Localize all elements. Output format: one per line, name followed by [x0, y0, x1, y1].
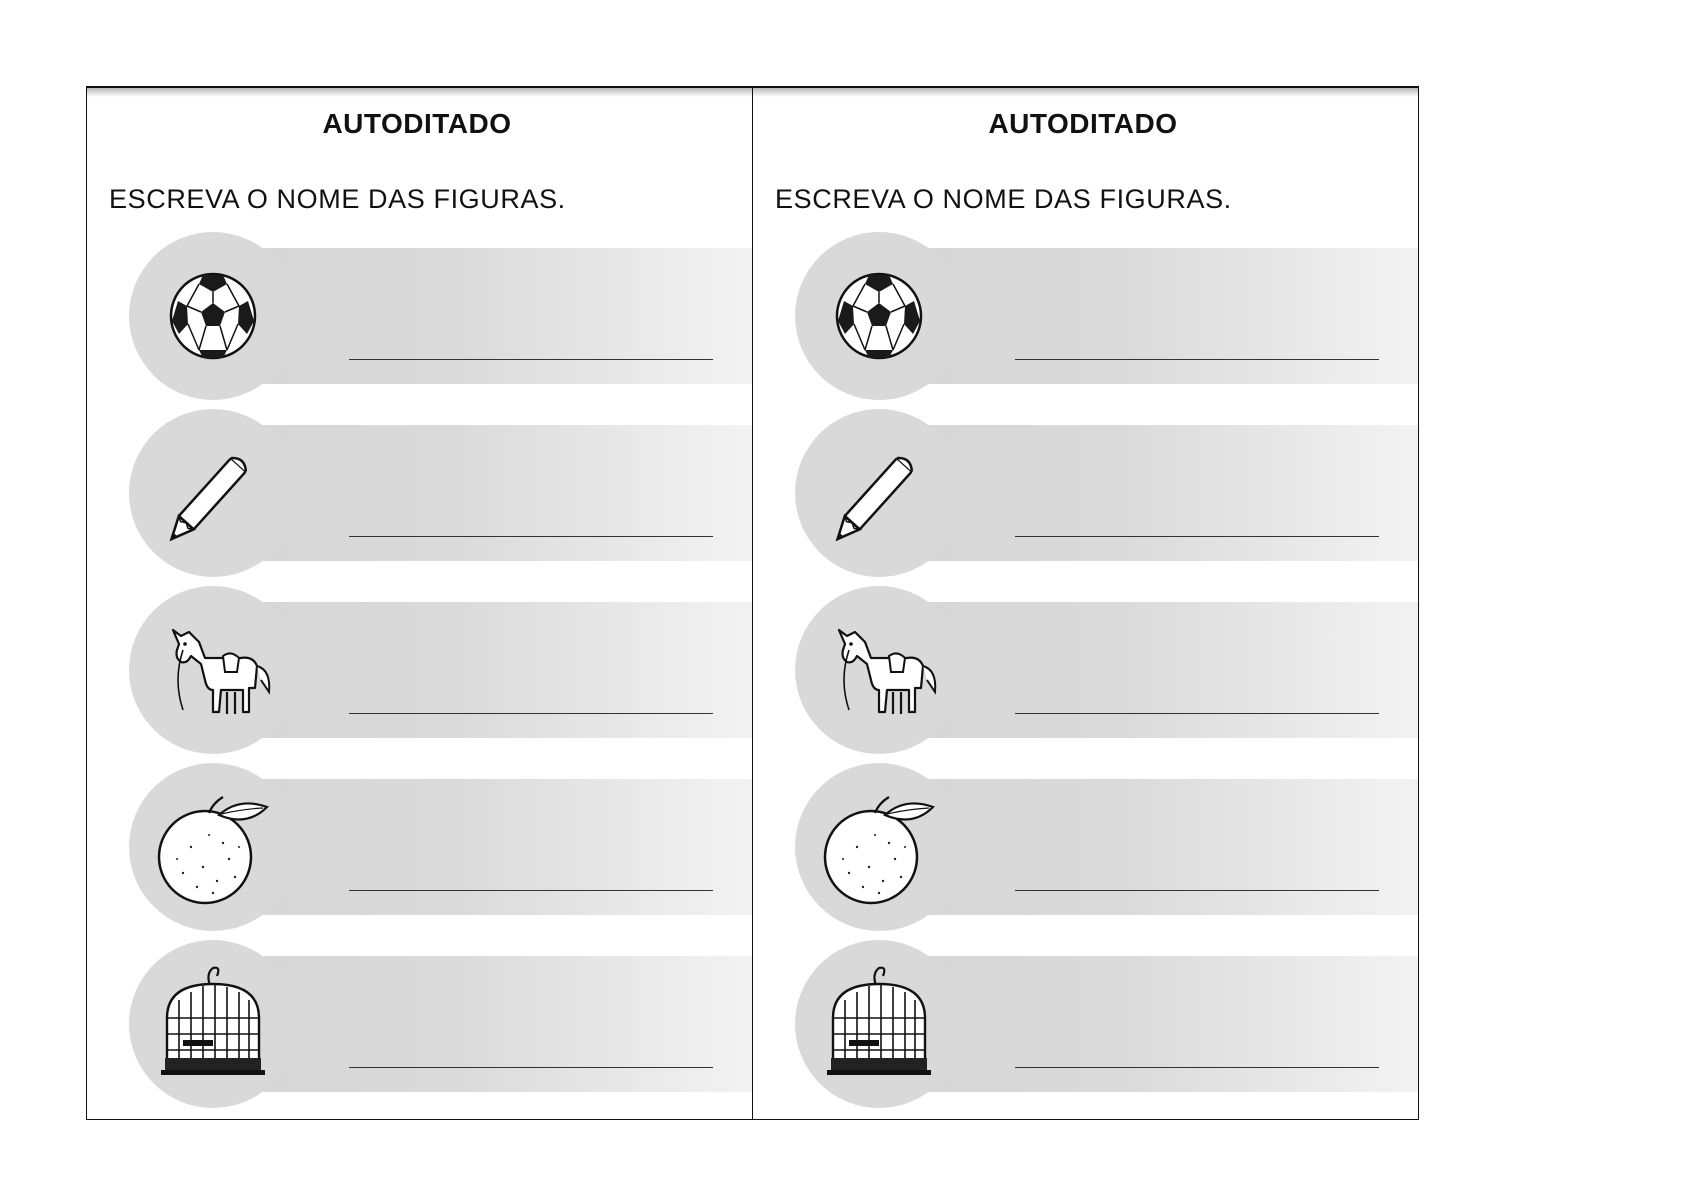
orange-icon [809, 777, 949, 917]
pencil-icon [809, 423, 949, 563]
exercise-row-pencil [795, 409, 1419, 577]
worksheet-instruction: ESCREVA O NOME DAS FIGURAS. [109, 184, 566, 214]
pencil-icon [143, 423, 283, 563]
orange-icon [143, 777, 283, 917]
worksheet-right [752, 86, 1419, 1120]
exercise-row-horse [795, 586, 1419, 754]
answer-line [349, 536, 713, 537]
answer-line [349, 359, 713, 360]
answer-line [1015, 359, 1379, 360]
exercise-row-pencil [129, 409, 753, 577]
exercise-row-ball [129, 232, 753, 400]
birdcage-icon [809, 954, 949, 1094]
exercise-row-birdcage [129, 940, 753, 1108]
answer-line [349, 1067, 713, 1068]
birdcage-icon [143, 954, 283, 1094]
exercise-row-orange [129, 763, 753, 931]
answer-line [1015, 536, 1379, 537]
horse-icon [143, 600, 283, 740]
answer-line [1015, 713, 1379, 714]
soccer-ball-icon [809, 246, 949, 386]
exercise-row-horse [129, 586, 753, 754]
exercise-row-birdcage [795, 940, 1419, 1108]
worksheet-title: AUTODITADO [322, 108, 512, 139]
worksheet-left [86, 86, 753, 1120]
answer-line [349, 890, 713, 891]
answer-line [1015, 1067, 1379, 1068]
worksheet-instruction: ESCREVA O NOME DAS FIGURAS. [775, 184, 1232, 214]
horse-icon [809, 600, 949, 740]
soccer-ball-icon [143, 246, 283, 386]
exercise-row-ball [795, 232, 1419, 400]
answer-line [1015, 890, 1379, 891]
answer-line [349, 713, 713, 714]
exercise-row-orange [795, 763, 1419, 931]
worksheet-title: AUTODITADO [988, 108, 1178, 139]
